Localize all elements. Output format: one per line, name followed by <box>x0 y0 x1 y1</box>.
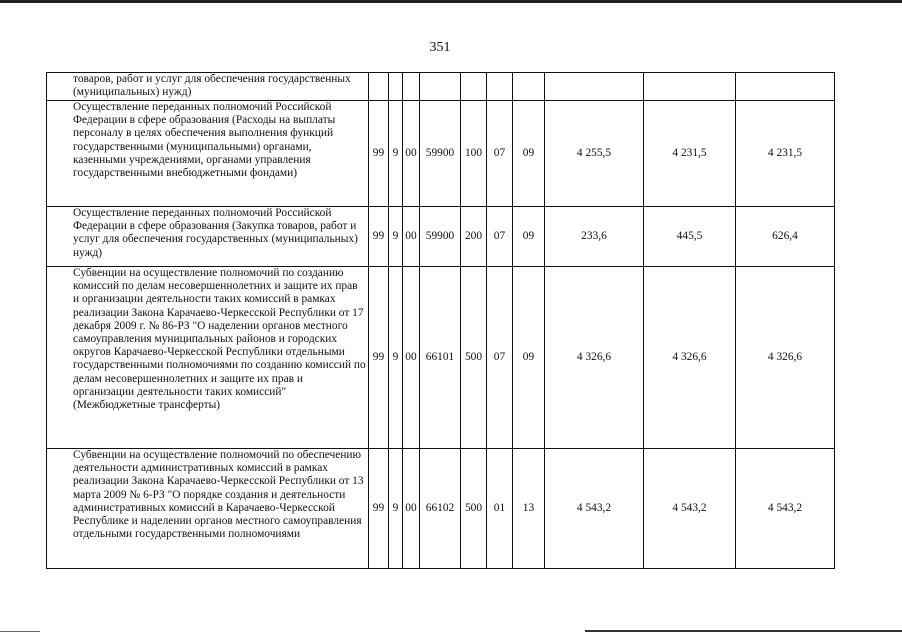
cell-subsection <box>513 73 545 101</box>
cell-amount-2: 445,5 <box>644 207 736 267</box>
cell-amount-1: 233,6 <box>545 207 644 267</box>
bottom-left-edge-line <box>0 631 40 632</box>
cell-amount-1: 4 255,5 <box>545 101 644 207</box>
cell-subsection: 09 <box>513 207 545 267</box>
cell-subsection: 09 <box>513 267 545 449</box>
table-row <box>47 101 835 207</box>
cell-amount-2: 4 543,2 <box>644 449 736 569</box>
cell-main-activity <box>403 73 420 101</box>
row-description: Осуществление переданных полномочий Российской Федерации в сфере образования (Расходы на выплаты персоналу в целях обеспечения выполнения функций государственными (муниципальными) органами, казенными учреждениями, органами управления государственными внебюджетными фондами) <box>47 101 369 207</box>
table-row <box>47 449 835 569</box>
cell-amount-1: 4 543,2 <box>545 449 644 569</box>
cell-subprogram: 9 <box>389 449 403 569</box>
cell-expense-code <box>420 73 461 101</box>
budget-table <box>46 72 835 569</box>
cell-subprogram: 9 <box>389 267 403 449</box>
cell-amount-2 <box>644 73 736 101</box>
cell-main-activity: 00 <box>403 449 420 569</box>
cell-main-activity: 00 <box>403 267 420 449</box>
cell-amount-2: 4 326,6 <box>644 267 736 449</box>
cell-amount-3: 4 231,5 <box>736 101 835 207</box>
cell-program <box>369 73 389 101</box>
cell-amount-1 <box>545 73 644 101</box>
cell-section: 07 <box>487 267 513 449</box>
cell-main-activity: 00 <box>403 101 420 207</box>
bottom-edge-line <box>585 630 902 632</box>
cell-amount-1: 4 326,6 <box>545 267 644 449</box>
cell-subprogram: 9 <box>389 207 403 267</box>
table-row <box>47 73 835 101</box>
cell-section: 07 <box>487 101 513 207</box>
cell-expense-code: 66102 <box>420 449 461 569</box>
cell-expense-type: 200 <box>461 207 487 267</box>
cell-expense-type <box>461 73 487 101</box>
row-description: товаров, работ и услуг для обеспечения государственных (муниципальных) нужд) <box>47 73 369 101</box>
cell-amount-3: 4 543,2 <box>736 449 835 569</box>
page-number: 351 <box>429 40 451 55</box>
cell-expense-type: 100 <box>461 101 487 207</box>
cell-amount-3: 4 326,6 <box>736 267 835 449</box>
cell-section: 01 <box>487 449 513 569</box>
cell-program: 99 <box>369 101 389 207</box>
row-description: Субвенции на осуществление полномочий по обеспечению деятельности административных комиссий в рамках реализации Закона Карачаево-Черкесской Республики от 13 марта 2009 № 6-РЗ "О порядке создания и деятельности административных комиссий в Карачаево-Черкесской Республике и наделении органов местного самоуправления отдельными государственными полномочиями <box>47 449 369 569</box>
cell-section <box>487 73 513 101</box>
cell-expense-type: 500 <box>461 449 487 569</box>
cell-main-activity: 00 <box>403 207 420 267</box>
cell-program: 99 <box>369 449 389 569</box>
cell-subsection: 09 <box>513 101 545 207</box>
cell-expense-type: 500 <box>461 267 487 449</box>
row-description: Субвенции на осуществление полномочий по созданию комиссий по делам несовершеннолетних и защите их прав и организации деятельности таких комиссий в рамках реализации Закона Карачаево-Черкесской Республики от 17 декабря 2009 г. № 86-РЗ "О наделении органов местного самоуправления муниципальных районов и городских округов Карачаево-Черкесской Республики отдельными государственными полномочиями по созданию комиссий по делам несовершеннолетних и защите их прав и организации деятельности таких комиссий" (Межбюджетные трансферты) <box>47 267 369 449</box>
cell-program: 99 <box>369 267 389 449</box>
cell-program: 99 <box>369 207 389 267</box>
table-row <box>47 207 835 267</box>
row-description: Осуществление переданных полномочий Российской Федерации в сфере образования (Закупка товаров, работ и услуг для обеспечения государственных (муниципальных) нужд) <box>47 207 369 267</box>
cell-amount-3: 626,4 <box>736 207 835 267</box>
cell-amount-2: 4 231,5 <box>644 101 736 207</box>
cell-expense-code: 59900 <box>420 101 461 207</box>
cell-subsection: 13 <box>513 449 545 569</box>
cell-subprogram: 9 <box>389 101 403 207</box>
cell-expense-code: 59900 <box>420 207 461 267</box>
cell-subprogram <box>389 73 403 101</box>
table-row <box>47 267 835 449</box>
cell-amount-3 <box>736 73 835 101</box>
cell-expense-code: 66101 <box>420 267 461 449</box>
cell-section: 07 <box>487 207 513 267</box>
top-edge-line <box>0 0 902 3</box>
